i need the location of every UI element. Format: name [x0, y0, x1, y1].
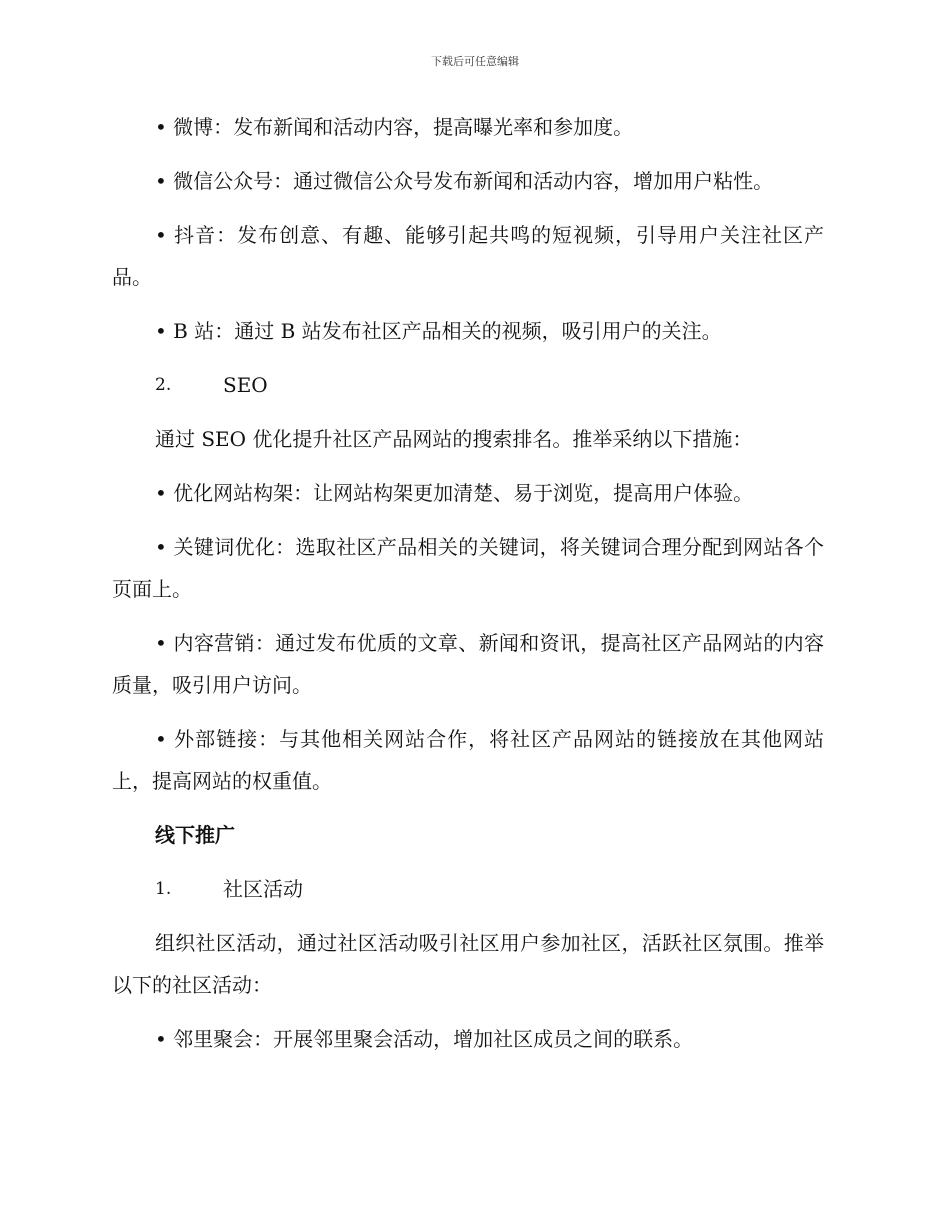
paragraph-bilibili: • B 站：通过 B 站发布社区产品相关的视频，吸引用户的关注。	[155, 319, 722, 343]
paragraph-site-structure: • 优化网站构架：让网站构架更加清楚、易于浏览，提高用户体验。	[155, 481, 754, 505]
paragraph-community-intro: 组织社区活动，通过社区活动吸引社区用户参加社区，活跃社区氛围。推举以下的社区活动：	[112, 931, 824, 997]
paragraph-neighbor-gathering: • 邻里聚会：开展邻里聚会活动，增加社区成员之间的联系。	[155, 1027, 694, 1051]
item-number: 1.	[155, 879, 172, 899]
numbered-item-seo	[112, 364, 824, 406]
paragraph-external-links: • 外部链接：与其他相关网站合作，将社区产品网站的链接放在其他网站上，提高网站的权重值。	[112, 727, 824, 793]
paragraph-weibo: • 微博：发布新闻和活动内容，提高曝光率和参加度。	[155, 115, 634, 139]
paragraph-content-marketing: • 内容营销：通过发布优质的文章、新闻和资讯，提高社区产品网站的内容质量，吸引用户访问。	[112, 631, 824, 697]
item-title: 社区活动	[223, 877, 303, 901]
item-number: 2.	[155, 375, 172, 395]
item-title: SEO	[223, 373, 268, 397]
document-body	[112, 106, 824, 1072]
numbered-item-community	[112, 868, 824, 910]
section-heading: 线下推广	[155, 823, 235, 847]
paragraph-keywords: • 关键词优化：选取社区产品相关的关键词，将关键词合理分配到网站各个页面上。	[112, 535, 824, 601]
paragraph-wechat: • 微信公众号：通过微信公众号发布新闻和活动内容，增加用户粘性。	[155, 169, 774, 193]
paragraph-seo-intro: 通过 SEO 优化提升社区产品网站的搜索排名。推举采纳以下措施：	[155, 427, 753, 451]
page-header: 下载后可任意编辑	[431, 55, 519, 68]
paragraph-douyin: • 抖音：发布创意、有趣、能够引起共鸣的短视频，引导用户关注社区产品。	[112, 223, 824, 289]
